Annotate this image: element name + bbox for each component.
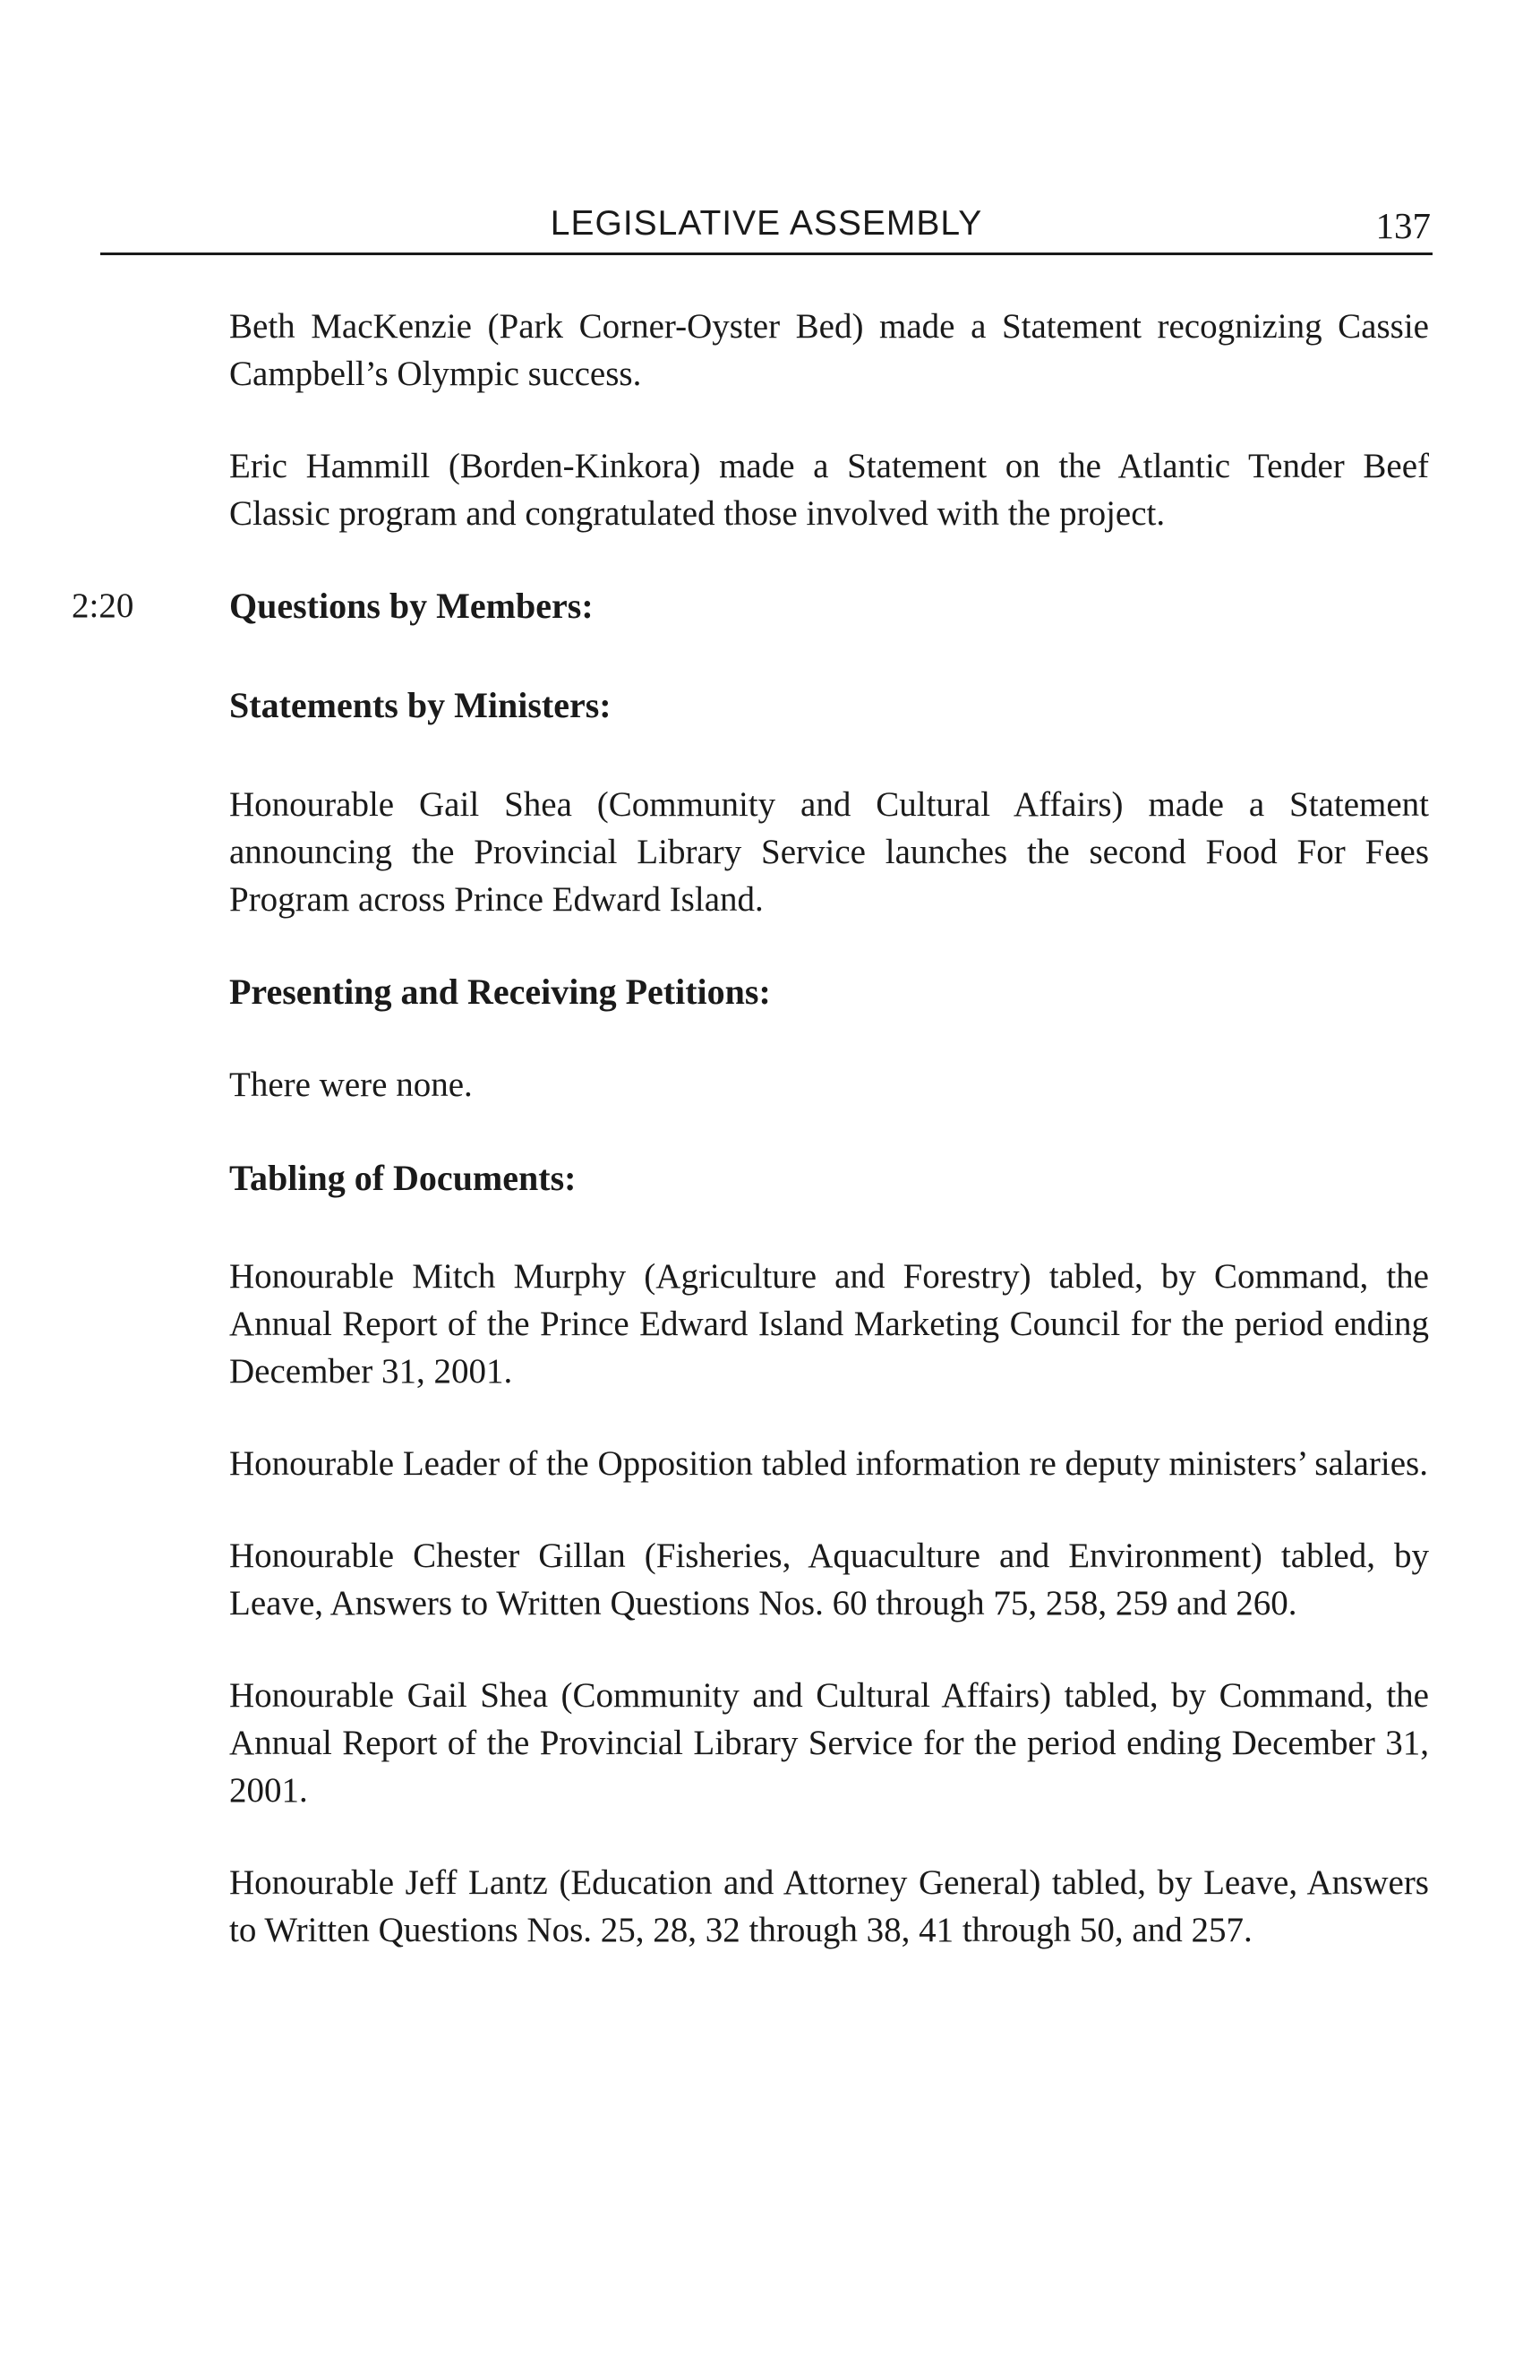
page-number: 137 <box>1375 205 1431 246</box>
tabled-shea: Honourable Gail Shea (Community and Cultural Affairs) tabled, by Command, the Annual Report of the Provincial Library Service for the period ending December 31, 2001. <box>229 1676 1429 1810</box>
heading-statements-by-ministers: Statements by Ministers: <box>229 685 612 725</box>
page-content <box>72 303 1429 1954</box>
header-title: LEGISLATIVE ASSEMBLY <box>550 204 983 243</box>
heading-petitions: Presenting and Receiving Petitions: <box>229 972 771 1012</box>
petitions-none: There were none. <box>229 1066 473 1104</box>
time-marker: 2:20 <box>72 586 134 625</box>
tabled-murphy: Honourable Mitch Murphy (Agriculture and Forestry) tabled, by Command, the Annual Report of the Prince Edward Island Marketing Council for the period ending December 31, 2001. <box>229 1257 1429 1391</box>
heading-questions-by-members: Questions by Members: <box>229 586 594 626</box>
statement-mackenzie: Beth MacKenzie (Park Corner-Oyster Bed) made a Statement recognizing Cassie Campbell’s Olympic success. <box>229 307 1429 393</box>
statement-shea: Honourable Gail Shea (Community and Cultural Affairs) made a Statement announcing the Provincial Library Service launches the second Food For Fees Program across Prince Edward Island. <box>229 785 1429 919</box>
statement-hammill: Eric Hammill (Borden-Kinkora) made a Statement on the Atlantic Tender Beef Classic program and congratulated those involved with the project. <box>229 447 1429 533</box>
heading-tabling-of-documents: Tabling of Documents: <box>229 1158 577 1198</box>
tabled-opposition: Honourable Leader of the Opposition tabled information re deputy ministers’ salaries. <box>229 1444 1428 1483</box>
running-header <box>100 199 1433 255</box>
questions-section <box>72 582 1429 629</box>
tabled-gillan: Honourable Chester Gillan (Fisheries, Aquaculture and Environment) tabled, by Leave, Answers to Written Questions Nos. 60 through 75, 258, 259 and 260. <box>229 1537 1429 1622</box>
tabled-lantz: Honourable Jeff Lantz (Education and Attorney General) tabled, by Leave, Answers to Written Questions Nos. 25, 28, 32 through 38, 41 through 50, and 257. <box>229 1863 1429 1949</box>
